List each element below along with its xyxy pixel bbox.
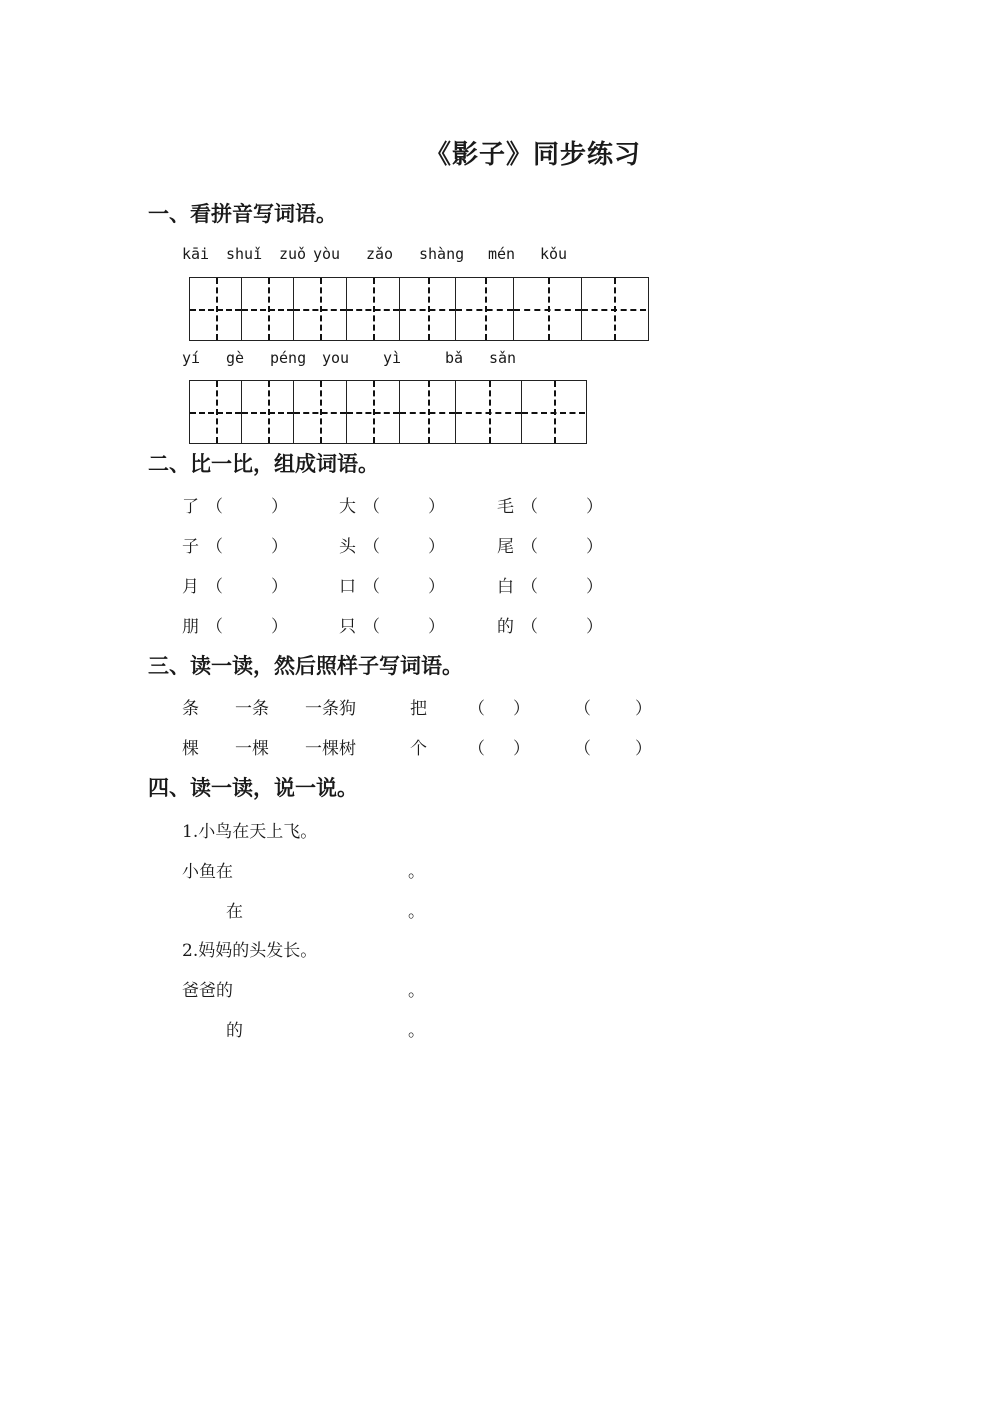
- pinyin: zuǒ: [279, 245, 307, 263]
- open-paren: （: [206, 497, 223, 517]
- close-paren: ）: [271, 577, 288, 597]
- answer-blank[interactable]: [574, 734, 652, 759]
- close-paren: ）: [635, 739, 652, 759]
- open-paren: （: [574, 699, 591, 719]
- pinyin: bǎ: [445, 349, 464, 367]
- compare-char: 大: [339, 497, 356, 517]
- close-paren: ）: [271, 497, 288, 517]
- answer-blank[interactable]: [574, 694, 652, 719]
- close-paren: ）: [513, 699, 530, 719]
- open-paren: （: [363, 617, 380, 637]
- pinyin: yì: [383, 349, 402, 367]
- pinyin: péng: [270, 349, 307, 367]
- open-paren: （: [521, 617, 538, 637]
- example-word: 一条: [235, 699, 269, 719]
- compare-char: 口: [339, 577, 356, 597]
- sentence-start: 爸爸的: [182, 981, 233, 1001]
- sentence-word: 的: [226, 1021, 243, 1041]
- section-3-heading: 三、读一读，然后照样子写词语。: [148, 653, 463, 678]
- answer-blank[interactable]: [363, 612, 445, 637]
- grid-cell[interactable]: [456, 278, 514, 340]
- answer-blank[interactable]: [521, 532, 603, 557]
- answer-blank[interactable]: [363, 572, 445, 597]
- example-word: 一棵: [235, 739, 269, 759]
- compare-char: 毛: [497, 497, 514, 517]
- sentence-word: 在: [226, 902, 243, 922]
- page-title: 《影子》同步练习: [425, 140, 642, 170]
- compare-char: 只: [339, 617, 356, 637]
- answer-blank[interactable]: [521, 492, 603, 517]
- pinyin: yòu: [313, 245, 341, 263]
- sentence-period: 。: [408, 902, 425, 922]
- question-1: 1.小鸟在天上飞。: [182, 822, 318, 842]
- grid-cell[interactable]: [190, 381, 242, 443]
- example-char: 棵: [182, 739, 199, 759]
- answer-blank[interactable]: [206, 612, 288, 637]
- close-paren: ）: [428, 577, 445, 597]
- example-phrase: 一棵树: [305, 739, 356, 759]
- section-2-heading: 二、比一比，组成词语。: [148, 451, 379, 476]
- open-paren: （: [363, 537, 380, 557]
- question-2: 2.妈妈的头发长。: [182, 941, 318, 961]
- open-paren: （: [468, 699, 485, 719]
- sentence-start: 小鱼在: [182, 862, 233, 882]
- close-paren: ）: [586, 617, 603, 637]
- compare-char: 的: [497, 617, 514, 637]
- section-1-heading: 一、看拼音写词语。: [148, 201, 337, 226]
- pinyin: mén: [488, 245, 516, 263]
- answer-blank[interactable]: [468, 734, 530, 759]
- compare-char: 子: [182, 537, 199, 557]
- open-paren: （: [206, 617, 223, 637]
- example-char: 条: [182, 699, 199, 719]
- answer-blank[interactable]: [363, 492, 445, 517]
- grid-cell[interactable]: [400, 278, 456, 340]
- close-paren: ）: [513, 739, 530, 759]
- grid-cell[interactable]: [400, 381, 456, 443]
- pinyin: shàng: [419, 245, 465, 263]
- answer-blank[interactable]: [468, 694, 530, 719]
- grid-cell[interactable]: [190, 278, 242, 340]
- pinyin: kāi: [182, 245, 210, 263]
- pinyin: zǎo: [366, 245, 394, 263]
- grid-cell[interactable]: [294, 381, 347, 443]
- close-paren: ）: [635, 699, 652, 719]
- open-paren: （: [206, 537, 223, 557]
- compare-char: 头: [339, 537, 356, 557]
- open-paren: （: [521, 497, 538, 517]
- sentence-period: 。: [408, 862, 425, 882]
- sentence-period: 。: [408, 981, 425, 1001]
- pinyin: kǒu: [540, 245, 568, 263]
- writing-grid-row-2[interactable]: [189, 380, 587, 444]
- grid-cell[interactable]: [582, 278, 646, 340]
- answer-blank[interactable]: [206, 492, 288, 517]
- open-paren: （: [521, 537, 538, 557]
- writing-grid-row-1[interactable]: [189, 277, 649, 341]
- open-paren: （: [574, 739, 591, 759]
- grid-cell[interactable]: [294, 278, 347, 340]
- close-paren: ）: [271, 537, 288, 557]
- compare-char: 了: [182, 497, 199, 517]
- answer-blank[interactable]: [206, 572, 288, 597]
- answer-blank[interactable]: [521, 612, 603, 637]
- compare-char: 月: [182, 577, 199, 597]
- close-paren: ）: [586, 577, 603, 597]
- pinyin: sǎn: [489, 349, 517, 367]
- prompt-char: 把: [410, 699, 427, 719]
- example-phrase: 一条狗: [305, 699, 356, 719]
- close-paren: ）: [428, 537, 445, 557]
- open-paren: （: [363, 577, 380, 597]
- pinyin: gè: [226, 349, 245, 367]
- grid-cell[interactable]: [456, 381, 522, 443]
- open-paren: （: [468, 739, 485, 759]
- answer-blank[interactable]: [521, 572, 603, 597]
- sentence-period: 。: [408, 1021, 425, 1041]
- open-paren: （: [363, 497, 380, 517]
- grid-cell[interactable]: [242, 278, 294, 340]
- grid-cell[interactable]: [522, 381, 585, 443]
- close-paren: ）: [428, 617, 445, 637]
- compare-char: 朋: [182, 617, 199, 637]
- grid-cell[interactable]: [514, 278, 582, 340]
- pinyin: you: [322, 349, 350, 367]
- pinyin: shuǐ: [226, 245, 263, 263]
- answer-blank[interactable]: [363, 532, 445, 557]
- compare-char: 尾: [497, 537, 514, 557]
- open-paren: （: [521, 577, 538, 597]
- close-paren: ）: [586, 537, 603, 557]
- grid-cell[interactable]: [242, 381, 294, 443]
- prompt-char: 个: [410, 739, 427, 759]
- open-paren: （: [206, 577, 223, 597]
- compare-char: 白: [497, 577, 514, 597]
- close-paren: ）: [586, 497, 603, 517]
- section-4-heading: 四、读一读，说一说。: [148, 775, 358, 800]
- answer-blank[interactable]: [206, 532, 288, 557]
- close-paren: ）: [271, 617, 288, 637]
- grid-cell[interactable]: [347, 278, 400, 340]
- pinyin: yí: [182, 349, 201, 367]
- grid-cell[interactable]: [347, 381, 400, 443]
- close-paren: ）: [428, 497, 445, 517]
